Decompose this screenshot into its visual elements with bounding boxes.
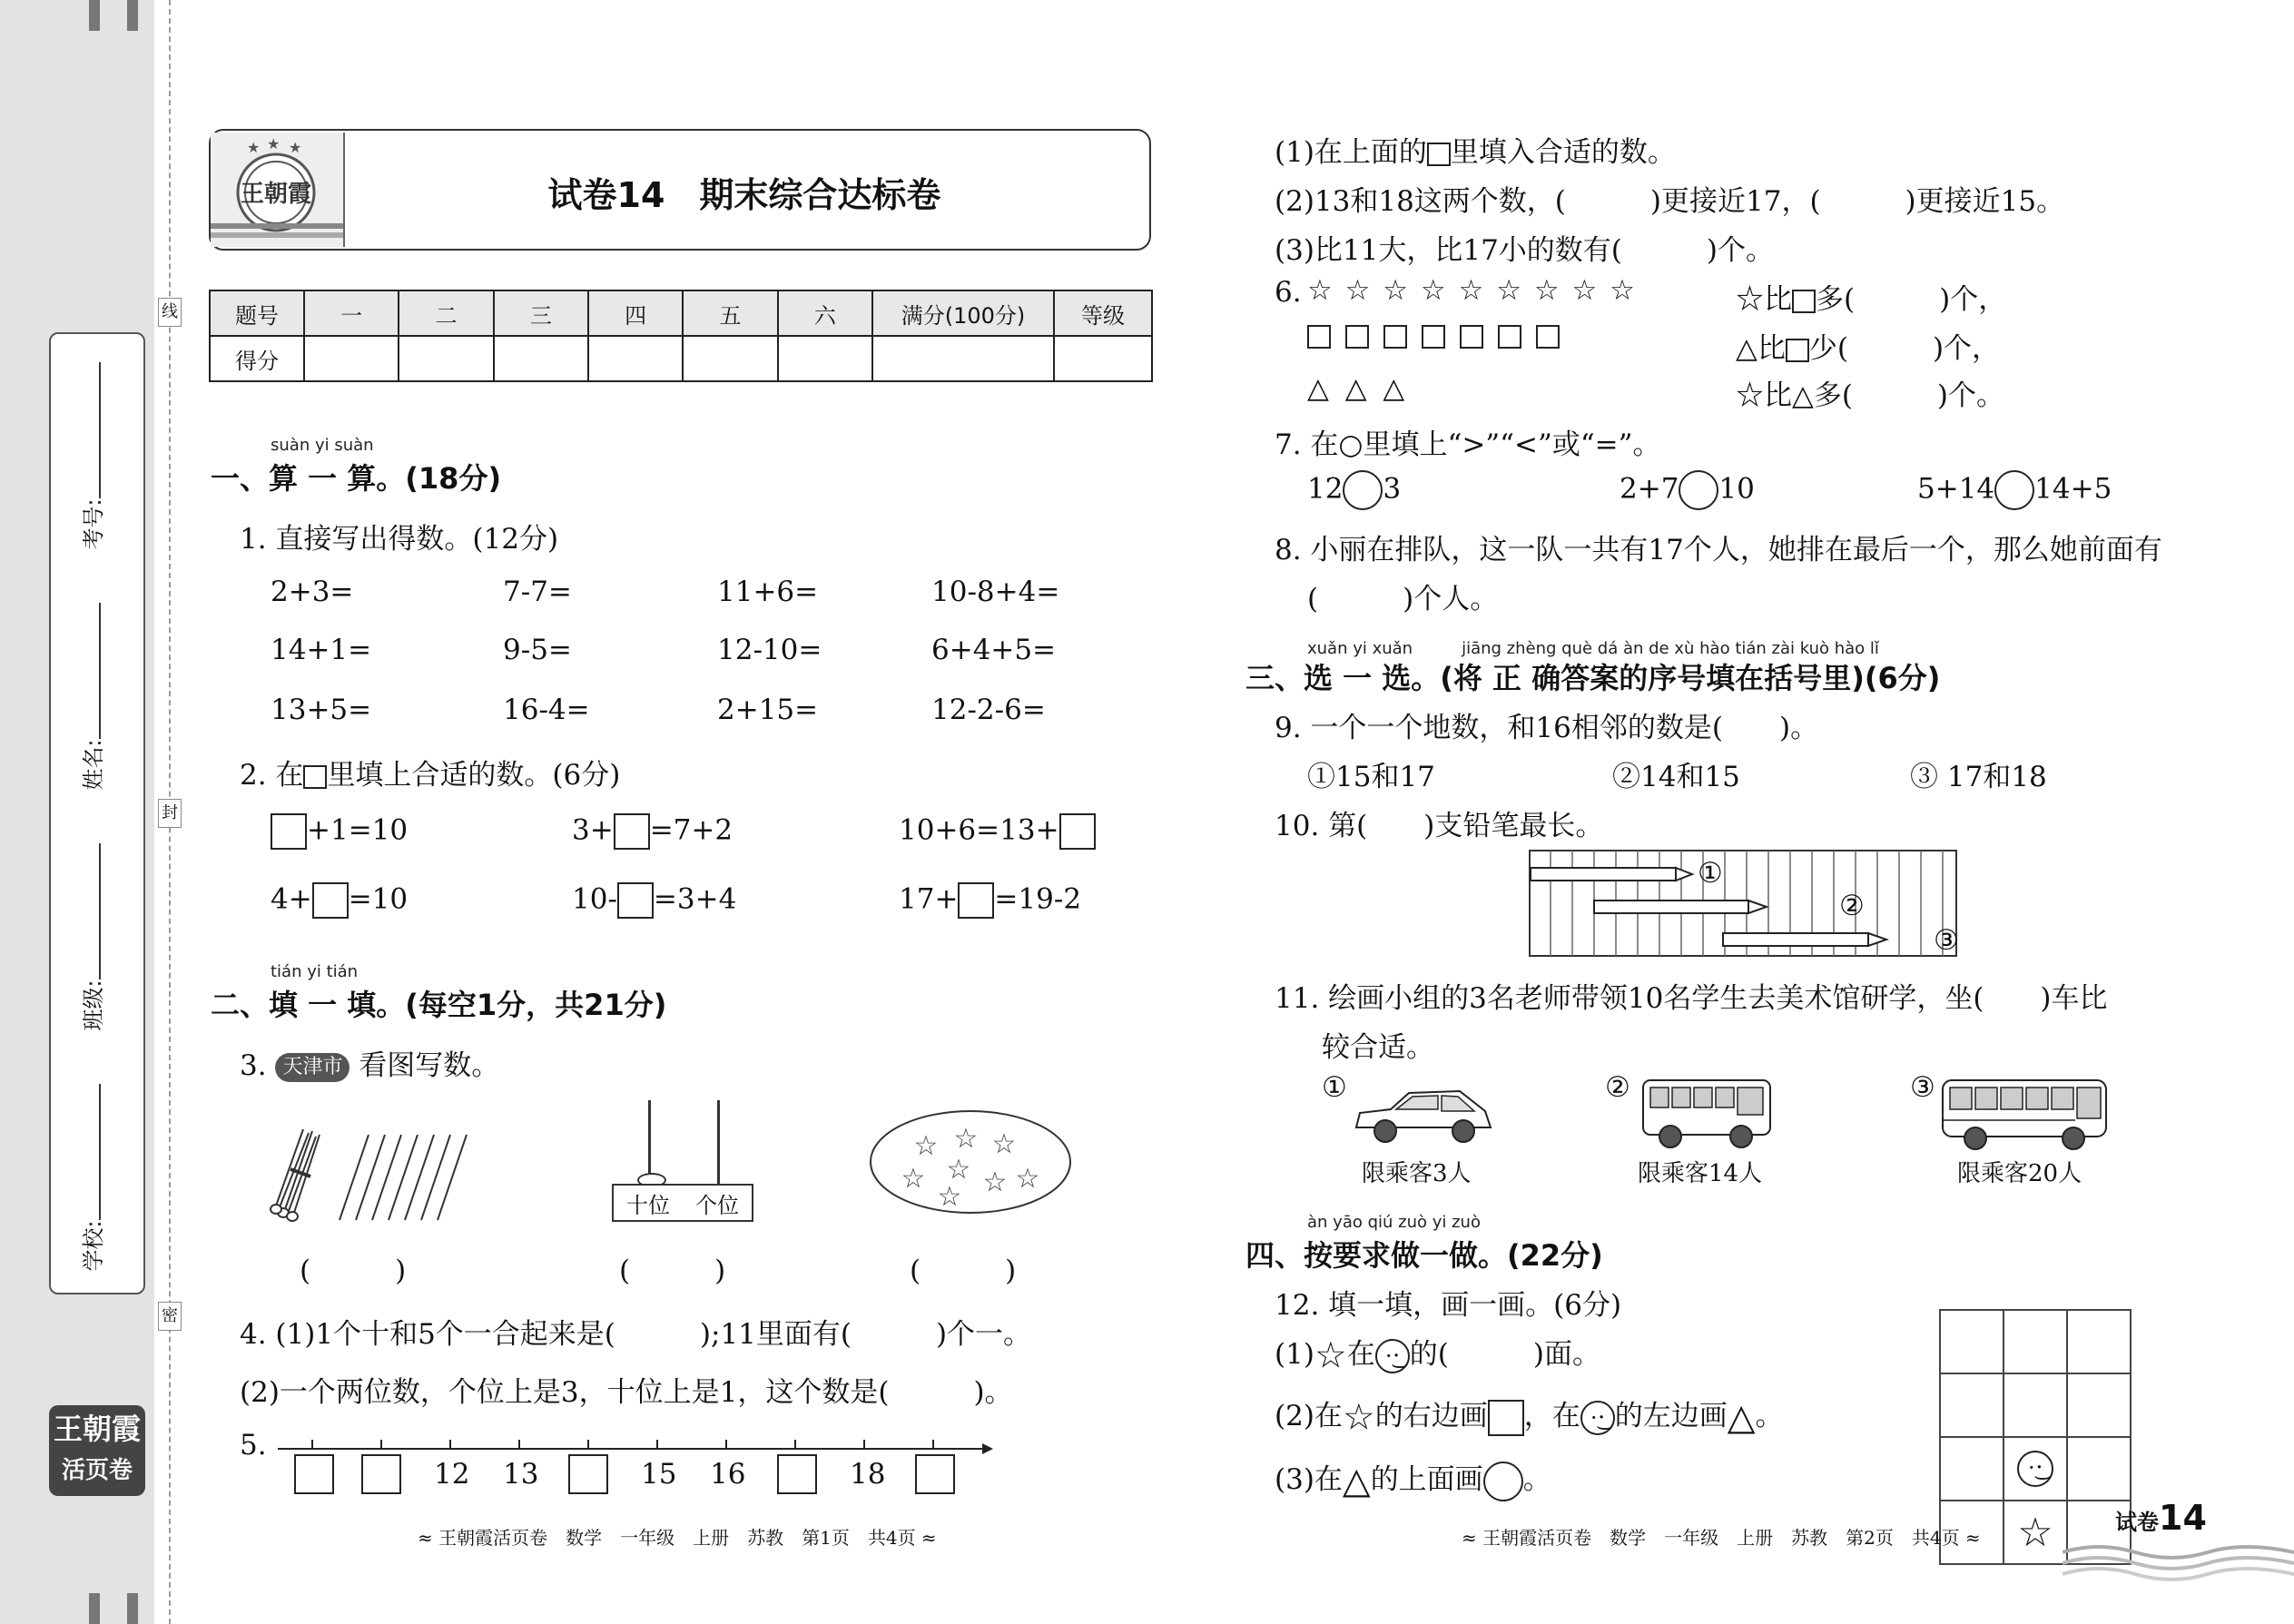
footer-left: ≈ 王朝霞活页卷 数学 一年级 上册 苏教 第1页 共4页 ≈ <box>418 1527 937 1549</box>
exam-badge-label: 试卷14 <box>2115 1498 2207 1538</box>
brand-logo <box>49 1405 145 1496</box>
q9-option[interactable]: ②14和15 <box>1612 761 1740 793</box>
score-header-cell: 二 <box>399 290 493 336</box>
q6-stars-row: ☆ ☆ ☆ ☆ ☆ ☆ ☆ ☆ ☆ <box>1307 274 1637 307</box>
box-icon <box>1427 143 1451 166</box>
q7-item: 12 3 <box>1307 470 1401 510</box>
q2-title: 2. 在 里填上合适的数。(6分) <box>240 759 621 792</box>
q1-item: 2+15= <box>717 694 819 726</box>
square-icon <box>1536 325 1560 349</box>
triangle-icon: △ <box>1342 1460 1371 1502</box>
compare-circle[interactable] <box>1679 470 1718 510</box>
star-icon: ☆ <box>1314 1334 1347 1377</box>
binding-char-mi: 密 <box>158 1302 182 1331</box>
score-header-cell: 一 <box>304 290 399 336</box>
q1-item: 13+5= <box>271 694 372 726</box>
compare-circle[interactable] <box>1994 470 2034 510</box>
sticks-image <box>263 1120 481 1233</box>
q3-answer-paren[interactable]: ( ) <box>910 1255 1017 1287</box>
region-tag: 天津市 <box>275 1053 350 1082</box>
score-header-cell: 题号 <box>210 290 304 336</box>
answer-box[interactable] <box>1059 813 1096 850</box>
svg-text:☆: ☆ <box>913 1130 939 1162</box>
section1-title: 一、算 一 算。(18分) <box>211 461 502 496</box>
student-info-fields <box>64 336 118 1298</box>
grid-cell[interactable] <box>2004 1310 2067 1373</box>
q1-item: 6+4+5= <box>931 634 1057 666</box>
score-input-cell[interactable] <box>304 336 399 381</box>
grid-cell[interactable] <box>1940 1310 2004 1373</box>
svg-text:☆: ☆ <box>982 1166 1008 1198</box>
square-icon <box>1383 325 1407 349</box>
score-input-cell[interactable] <box>683 336 777 381</box>
q11-opt-num: ② <box>1605 1071 1630 1104</box>
q6-num: 6. <box>1275 276 1302 309</box>
q11-opt-num: ③ <box>1910 1071 1935 1104</box>
star-icon: ☆ <box>2017 1509 2053 1556</box>
q2-item: 17+ =19-2 <box>899 882 1081 919</box>
grid-cell[interactable] <box>2067 1437 2131 1501</box>
answer-box[interactable] <box>312 882 349 919</box>
score-input-cell[interactable] <box>399 336 493 381</box>
bus-image[interactable] <box>1939 1075 2112 1156</box>
svg-text:☆: ☆ <box>937 1181 962 1213</box>
logo-seal <box>211 133 345 247</box>
q7-item: 5+14 14+5 <box>1917 470 2112 510</box>
score-header-cell: 五 <box>683 290 777 336</box>
q8-line2: ( )个人。 <box>1307 583 1499 615</box>
page-title: 试卷14 期末综合达标卷 <box>547 175 941 215</box>
answer-box[interactable] <box>614 813 650 850</box>
q12-line2: (2)在☆的右边画 ，在 ·͜· 的左边画△。 <box>1275 1396 1784 1439</box>
school-field[interactable]: 学校: <box>75 1084 107 1271</box>
margin-mark <box>127 0 138 31</box>
number-line-box[interactable] <box>777 1454 817 1494</box>
q1-item: 12-10= <box>717 634 822 666</box>
answer-box[interactable] <box>617 882 654 919</box>
score-input-cell[interactable] <box>1054 336 1152 381</box>
abacus-rod <box>717 1100 720 1184</box>
q3-answer-paren[interactable]: ( ) <box>619 1255 726 1287</box>
score-input-cell[interactable] <box>872 336 1054 381</box>
q9-option[interactable]: ③ 17和18 <box>1910 761 2047 793</box>
score-row-label: 得分 <box>210 336 304 381</box>
brand-name: 王朝霞 <box>53 1412 141 1446</box>
square-icon <box>1498 325 1521 349</box>
q5-num: 5. <box>240 1429 267 1462</box>
svg-text:☆: ☆ <box>953 1123 979 1155</box>
q11-line2: 较合适。 <box>1322 1031 1434 1064</box>
svg-text:☆: ☆ <box>1015 1163 1040 1195</box>
score-input-cell[interactable] <box>494 336 588 381</box>
q11-opt-caption: 限乘客3人 <box>1362 1160 1472 1187</box>
abacus-rod <box>648 1100 651 1184</box>
minibus-image[interactable] <box>1639 1075 1776 1155</box>
q2-item: +1=10 <box>271 813 408 850</box>
square-icon <box>1792 290 1816 313</box>
grid-cell[interactable] <box>2067 1373 2131 1437</box>
q12-line1: (1)☆在 ·͜· 的( )面。 <box>1275 1334 1600 1377</box>
pencil-label: ② <box>1839 890 1865 922</box>
number-line-label: 15 <box>641 1458 677 1491</box>
section1-pinyin: suàn yi suàn <box>271 436 374 455</box>
q1-title: 1. 直接写出得数。(12分) <box>240 523 559 556</box>
box-icon <box>303 765 327 789</box>
score-header-cell: 四 <box>588 290 683 336</box>
q4-line2: (2)一个两位数，个位上是3，十位上是1，这个数是( )。 <box>240 1376 1013 1409</box>
grid-cell[interactable] <box>2004 1501 2067 1564</box>
circle-icon <box>1483 1462 1523 1501</box>
margin-mark <box>89 0 100 31</box>
name-field[interactable]: 姓名: <box>75 603 107 790</box>
number-line-label: 13 <box>503 1458 539 1491</box>
number-line-box[interactable] <box>361 1454 401 1494</box>
svg-text:★: ★ <box>247 139 261 156</box>
score-input-cell[interactable] <box>778 336 872 381</box>
q12-line3: (3)在△的上面画 。 <box>1275 1460 1551 1502</box>
q5-sub1: (1)在上面的 里填入合适的数。 <box>1275 136 1676 169</box>
grid-cell[interactable] <box>2004 1437 2067 1501</box>
q11-line1: 11. 绘画小组的3名老师带领10名学生去美术馆研学，坐( )车比 <box>1275 982 2108 1015</box>
smiley-icon: ·͜· <box>1375 1339 1410 1373</box>
q11-opt-caption: 限乘客20人 <box>1957 1160 2082 1187</box>
number-line-label: 16 <box>710 1458 746 1491</box>
class-field[interactable]: 班级: <box>75 843 107 1030</box>
q1-item: 9-5= <box>503 634 572 666</box>
q1-item: 12-2-6= <box>931 694 1046 726</box>
q2-item: 4+ =10 <box>271 882 408 919</box>
number-line-box[interactable] <box>568 1454 608 1494</box>
q6-stmt2: △比 少( )个， <box>1736 332 2001 365</box>
abacus-base <box>612 1184 753 1222</box>
svg-text:☆: ☆ <box>946 1154 971 1186</box>
q6-triangles-row: △ △ △ <box>1307 372 1409 405</box>
number-line-box[interactable] <box>294 1454 334 1494</box>
smiley-icon: ·͜· <box>1580 1401 1615 1435</box>
pencil-label: ③ <box>1934 924 1959 957</box>
q11-opt-num: ① <box>1322 1071 1347 1104</box>
margin-mark <box>127 1593 138 1624</box>
binding-char-xian: 线 <box>158 298 182 327</box>
smiley-icon: ·͜· <box>2017 1451 2053 1487</box>
q10-title: 10. 第( )支铅笔最长。 <box>1275 810 1604 842</box>
car-image[interactable] <box>1351 1086 1496 1149</box>
grid-cell[interactable] <box>2067 1310 2131 1373</box>
q7-title: 7. 在○里填上“>”“<”或“=”。 <box>1275 428 1661 461</box>
pencil-label: ① <box>1698 857 1723 890</box>
q12-title: 12. 填一填，画一画。(6分) <box>1275 1289 1622 1322</box>
brand-sub: 活页卷 <box>61 1457 133 1484</box>
q1-item: 10-8+4= <box>931 576 1060 608</box>
compare-circle[interactable] <box>1343 470 1383 510</box>
number-line-box[interactable] <box>915 1454 955 1494</box>
score-header-cell: 等级 <box>1054 290 1152 336</box>
svg-text:★: ★ <box>267 135 281 153</box>
q3-title: 3. 天津市 看图写数。 <box>240 1049 500 1082</box>
triangle-icon: △ <box>1727 1396 1756 1439</box>
score-header-cell: 满分(100分) <box>872 290 1054 336</box>
square-icon <box>1345 325 1369 349</box>
section3-pinyin: xuǎn yi xuǎn jiāng zhèng què dá àn de xù hào tián zài kuò hào lǐ <box>1307 639 1879 658</box>
q1-item: 2+3= <box>271 576 354 608</box>
q5-sub2: (2)13和18这两个数，( )更接近17，( )更接近15。 <box>1275 185 2065 218</box>
svg-text:★: ★ <box>289 139 302 156</box>
score-table <box>209 290 1153 382</box>
q9-title: 9. 一个一个地数，和16相邻的数是( )。 <box>1275 712 1819 744</box>
square-icon <box>1422 325 1445 349</box>
q1-item: 7-7= <box>503 576 572 608</box>
answer-box[interactable] <box>271 813 307 850</box>
q2-item: 10+6=13+ <box>899 813 1096 850</box>
q6-stmt1: ☆比 多( )个， <box>1736 283 2007 316</box>
q6-stmt3: ☆比△多( )个。 <box>1736 379 2005 412</box>
section2-pinyin: tián yi tián <box>271 962 359 981</box>
star-icon: ☆ <box>1342 1396 1375 1439</box>
score-header-cell: 三 <box>494 290 588 336</box>
square-icon <box>1488 1400 1524 1436</box>
square-icon <box>1786 339 1809 362</box>
q9-option[interactable]: ①15和17 <box>1307 761 1435 793</box>
square-icon <box>1307 325 1331 349</box>
svg-text:☆: ☆ <box>901 1163 926 1195</box>
section4-pinyin: àn yāo qiú zuò yi zuò <box>1307 1213 1481 1232</box>
grid-cell[interactable] <box>1940 1437 2004 1501</box>
margin-mark <box>89 1593 100 1624</box>
q5-sub3: (3)比11大，比17小的数有( )个。 <box>1275 234 1774 267</box>
q3-answer-paren[interactable]: ( ) <box>300 1255 407 1287</box>
q11-opt-caption: 限乘客14人 <box>1638 1160 1763 1187</box>
q2-item: 3+ =7+2 <box>572 813 733 850</box>
square-icon <box>1460 325 1483 349</box>
binding-char-feng: 封 <box>158 799 182 828</box>
q2-item: 10- =3+4 <box>572 882 736 919</box>
q1-item: 16-4= <box>503 694 590 726</box>
section4-title: 四、按要求做一做。(22分) <box>1245 1238 1603 1273</box>
grid-cell[interactable] <box>2004 1373 2067 1437</box>
footer-right: ≈ 王朝霞活页卷 数学 一年级 上册 苏教 第2页 共4页 ≈ <box>1462 1527 1981 1549</box>
q4-line1: 4. (1)1个十和5个一合起来是( );11里面有( )个一。 <box>240 1318 1032 1351</box>
q1-item: 11+6= <box>717 576 819 608</box>
q1-item: 14+1= <box>271 634 372 666</box>
grid-cell[interactable] <box>1940 1373 2004 1437</box>
abacus-label: 个位 <box>695 1192 739 1218</box>
answer-box[interactable] <box>958 882 994 919</box>
svg-text:☆: ☆ <box>991 1128 1017 1160</box>
number-line-label: 12 <box>434 1458 470 1491</box>
q6-squares-row <box>1307 325 1574 349</box>
score-input-cell[interactable] <box>588 336 683 381</box>
abacus-label: 十位 <box>626 1192 670 1218</box>
score-header-cell: 六 <box>778 290 872 336</box>
section2-title: 二、填 一 填。(每空1分，共21分) <box>211 988 667 1022</box>
stars-oval-image <box>868 1107 1073 1220</box>
abacus-image <box>612 1100 753 1224</box>
section3-title: 三、选 一 选。(将 正 确答案的序号填在括号里)(6分) <box>1245 661 1941 695</box>
exam-no-field[interactable]: 考号: <box>75 362 107 549</box>
pencils-image <box>1529 850 1964 962</box>
svg-text:王朝霞: 王朝霞 <box>240 181 312 208</box>
number-line-label: 18 <box>850 1458 886 1491</box>
q8-line1: 8. 小丽在排队，这一队一共有17个人，她排在最后一个，那么她前面有 <box>1275 534 2162 566</box>
q7-item: 2+7 10 <box>1620 470 1755 510</box>
